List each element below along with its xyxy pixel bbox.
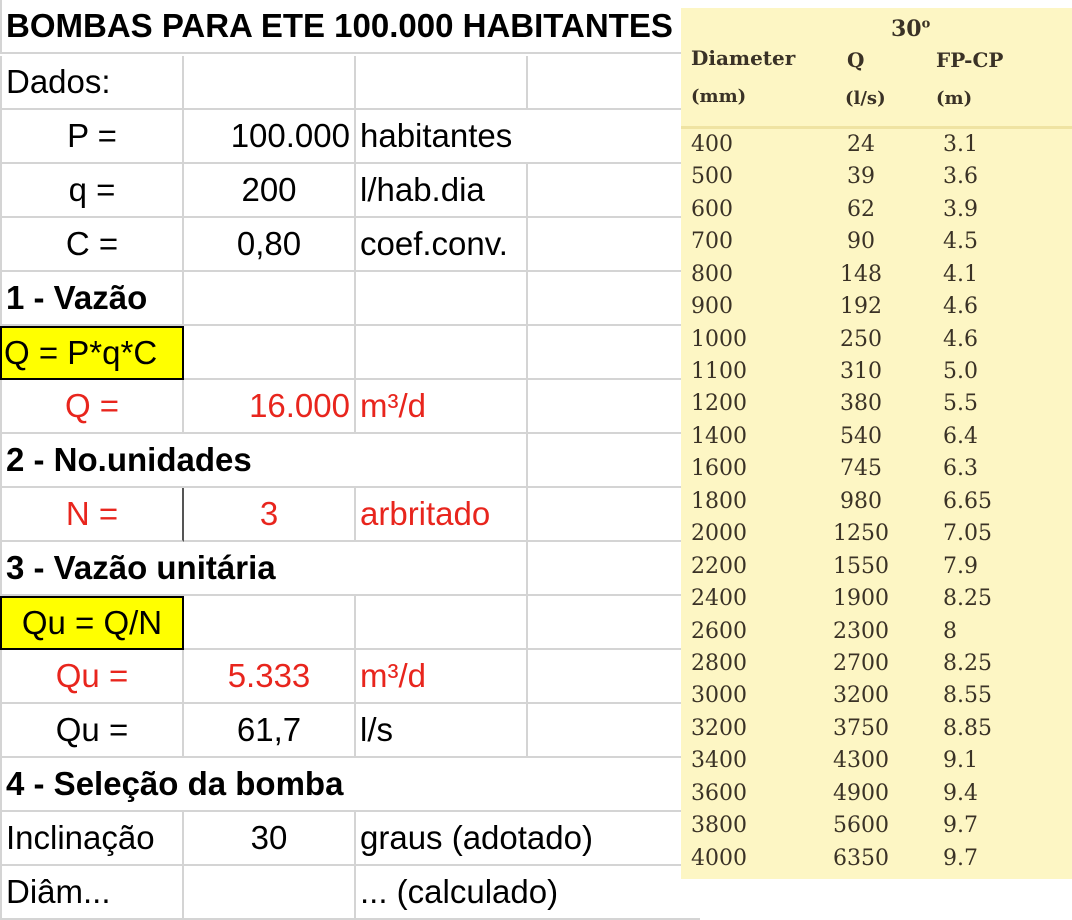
cell-empty[interactable] [528, 380, 700, 434]
cell-label[interactable]: Qu = [0, 650, 184, 704]
cell-empty[interactable] [528, 758, 700, 812]
head-cell: 4.1 [943, 261, 978, 287]
head-cell: 4.6 [943, 294, 978, 320]
flow-cell: 6350 [833, 845, 889, 871]
diameter-cell: 4000 [691, 845, 747, 871]
cell-empty[interactable] [528, 704, 700, 758]
cell-value[interactable]: 3 [184, 488, 356, 542]
fpcp-header: FP-CP [936, 48, 1004, 72]
cell-value[interactable] [184, 272, 356, 326]
section-heading[interactable]: 3 - Vazão unitária [0, 542, 356, 596]
flow-cell: 980 [840, 488, 882, 514]
head-cell: 8 [943, 618, 957, 644]
diameter-cell: 1400 [691, 423, 747, 449]
cell-label[interactable]: C = [0, 218, 184, 272]
flow-cell: 90 [847, 229, 875, 255]
diameter-unit: (mm) [691, 86, 747, 107]
cell-unit[interactable] [356, 596, 528, 650]
diameter-cell: 3200 [691, 715, 747, 741]
head-cell: 9.1 [943, 748, 978, 774]
flow-cell: 62 [847, 196, 875, 222]
section-heading[interactable]: 4 - Seleção da bomba [0, 758, 528, 812]
table-row [681, 586, 1072, 618]
cell-label[interactable]: Diâm... [0, 866, 184, 920]
head-cell: 9.7 [943, 813, 978, 839]
diameter-cell: 400 [691, 132, 733, 157]
diameter-cell: 900 [691, 294, 733, 320]
table-row [681, 683, 1072, 715]
table-row [681, 327, 1072, 359]
cell-value[interactable]: 100.000 [184, 110, 356, 164]
head-cell: 6.65 [943, 488, 992, 514]
cell-empty[interactable] [528, 272, 700, 326]
flow-cell: 380 [840, 391, 882, 417]
table-row [681, 391, 1072, 423]
flow-cell: 250 [840, 326, 882, 352]
table-row [681, 424, 1072, 456]
header-divider [681, 126, 1072, 129]
diameter-cell: 700 [691, 229, 733, 255]
head-cell: 8.85 [943, 715, 992, 741]
cell-unit[interactable]: graus (adotado) [356, 812, 700, 866]
cell-unit[interactable]: l/s [356, 704, 528, 758]
table-row [681, 748, 1072, 780]
table-row [681, 554, 1072, 586]
cell-value[interactable]: 30 [184, 812, 356, 866]
cell-value[interactable]: 61,7 [184, 704, 356, 758]
diameter-cell: 2000 [691, 521, 747, 547]
flow-cell: 1250 [833, 521, 889, 547]
diameter-cell: 1200 [691, 391, 747, 417]
table-row [681, 132, 1072, 164]
formula-cell[interactable]: Qu = Q/N [0, 596, 184, 650]
cell-empty[interactable] [528, 56, 700, 110]
fpcp-unit: (m) [936, 88, 973, 109]
flow-cell: 1550 [833, 553, 889, 579]
table-row [681, 813, 1072, 845]
angle-value: 30 [891, 16, 922, 42]
cell-label[interactable]: Q = [0, 380, 184, 434]
flow-cell: 4900 [833, 780, 889, 806]
cell-value[interactable]: 200 [184, 164, 356, 218]
table-header [681, 8, 1072, 128]
flow-cell: 745 [840, 456, 882, 482]
diameter-cell: 3800 [691, 813, 747, 839]
cell-value[interactable] [184, 56, 356, 110]
table-row [681, 781, 1072, 813]
flow-cell: 4300 [833, 748, 889, 774]
head-cell: 5.0 [943, 359, 978, 385]
diameter-cell: 3600 [691, 780, 747, 806]
cell-empty[interactable] [528, 326, 700, 380]
q-unit: (l/s) [845, 88, 886, 109]
cell-unit[interactable]: m³/d [356, 650, 528, 704]
table-row [681, 197, 1072, 229]
head-cell: 7.05 [943, 521, 992, 547]
cell-unit[interactable] [356, 542, 528, 596]
flow-cell: 3750 [833, 715, 889, 741]
formula-cell[interactable]: Q = P*q*C [0, 326, 184, 380]
cell-empty[interactable] [528, 650, 700, 704]
flow-cell: 540 [840, 423, 882, 449]
cell-value[interactable]: 16.000 [184, 380, 356, 434]
cell-unit[interactable] [356, 434, 528, 488]
cell-label[interactable]: q = [0, 164, 184, 218]
sheet-title[interactable]: BOMBAS PARA ETE 100.000 HABITANTES [0, 0, 700, 54]
table-row [681, 846, 1072, 878]
cell-unit[interactable]: ... (calculado) [356, 866, 700, 920]
head-cell: 4.6 [943, 326, 978, 352]
diameter-cell: 1800 [691, 488, 747, 514]
cell-value[interactable]: 0,80 [184, 218, 356, 272]
head-cell: 7.9 [943, 553, 978, 579]
flow-cell: 148 [840, 261, 882, 287]
flow-cell: 1900 [833, 586, 889, 612]
head-cell: 3.9 [943, 196, 978, 222]
diameter-cell: 2200 [691, 553, 747, 579]
table-row [681, 521, 1072, 553]
flow-cell: 2300 [833, 618, 889, 644]
flow-cell: 3200 [833, 683, 889, 709]
cell-empty[interactable] [528, 488, 700, 542]
diameter-cell: 3400 [691, 748, 747, 774]
degree-mark: o [921, 16, 931, 32]
head-cell: 4.5 [943, 229, 978, 255]
cell-unit[interactable] [356, 326, 528, 380]
table-row [681, 619, 1072, 651]
cell-empty[interactable] [528, 110, 700, 164]
cell-unit[interactable] [356, 272, 528, 326]
cell-empty[interactable] [528, 218, 700, 272]
diameter-cell: 1600 [691, 456, 747, 482]
diameter-cell: 3000 [691, 683, 747, 709]
cell-label[interactable]: Inclinação [0, 812, 184, 866]
table-row [681, 262, 1072, 294]
cell-label[interactable]: P = [0, 110, 184, 164]
cell-unit[interactable]: habitantes [356, 110, 528, 164]
head-cell: 3.6 [943, 164, 978, 190]
section-heading[interactable]: 1 - Vazão [0, 272, 184, 326]
flow-cell: 192 [840, 294, 882, 320]
flow-cell: 310 [840, 359, 882, 385]
head-cell: 8.25 [943, 650, 992, 676]
head-cell: 6.3 [943, 456, 978, 482]
table-row [681, 651, 1072, 683]
diameter-header: Diameter [691, 46, 796, 70]
head-cell: 5.5 [943, 391, 978, 417]
cell-empty[interactable] [528, 596, 700, 650]
diameter-cell: 600 [691, 196, 733, 222]
flow-cell: 24 [847, 132, 875, 157]
cell-empty[interactable] [528, 542, 700, 596]
cell-unit[interactable]: m³/d [356, 380, 528, 434]
table-row [681, 489, 1072, 521]
section-heading[interactable]: 2 - No.unidades [0, 434, 356, 488]
head-cell: 9.7 [943, 845, 978, 871]
table-row [681, 716, 1072, 748]
diameter-cell: 2400 [691, 586, 747, 612]
table-row [681, 456, 1072, 488]
head-cell: 8.55 [943, 683, 992, 709]
table-row [681, 294, 1072, 326]
cell-value[interactable]: 5.333 [184, 650, 356, 704]
flow-cell: 5600 [833, 813, 889, 839]
cell-empty[interactable] [528, 434, 700, 488]
q-header: Q [847, 48, 865, 72]
table-row [681, 359, 1072, 391]
diameter-cell: 2800 [691, 650, 747, 676]
cell-label[interactable]: Dados: [0, 56, 184, 110]
cell-label[interactable]: N = [0, 488, 184, 542]
table-row [681, 229, 1072, 261]
diameter-cell: 800 [691, 261, 733, 287]
cell-value[interactable] [184, 866, 356, 920]
flow-cell: 2700 [833, 650, 889, 676]
cell-unit[interactable] [356, 56, 528, 110]
head-cell: 3.1 [943, 132, 978, 157]
diameter-cell: 500 [691, 164, 733, 190]
cell-label[interactable]: Qu = [0, 704, 184, 758]
angle-heading [891, 16, 930, 42]
diameter-cell: 1100 [691, 359, 747, 385]
flow-cell: 39 [847, 164, 875, 190]
cell-empty[interactable] [528, 164, 700, 218]
cell-value[interactable] [184, 596, 356, 650]
diameter-cell: 1000 [691, 326, 747, 352]
head-cell: 8.25 [943, 586, 992, 612]
cell-unit[interactable]: coef.conv. [356, 218, 528, 272]
cell-unit[interactable]: l/hab.dia [356, 164, 528, 218]
table-row [681, 164, 1072, 196]
head-cell: 6.4 [943, 423, 978, 449]
cell-unit[interactable]: arbritado [356, 488, 528, 542]
diameter-cell: 2600 [691, 618, 747, 644]
head-cell: 9.4 [943, 780, 978, 806]
pasted-table-image[interactable] [681, 8, 1072, 879]
cell-value[interactable] [184, 326, 356, 380]
